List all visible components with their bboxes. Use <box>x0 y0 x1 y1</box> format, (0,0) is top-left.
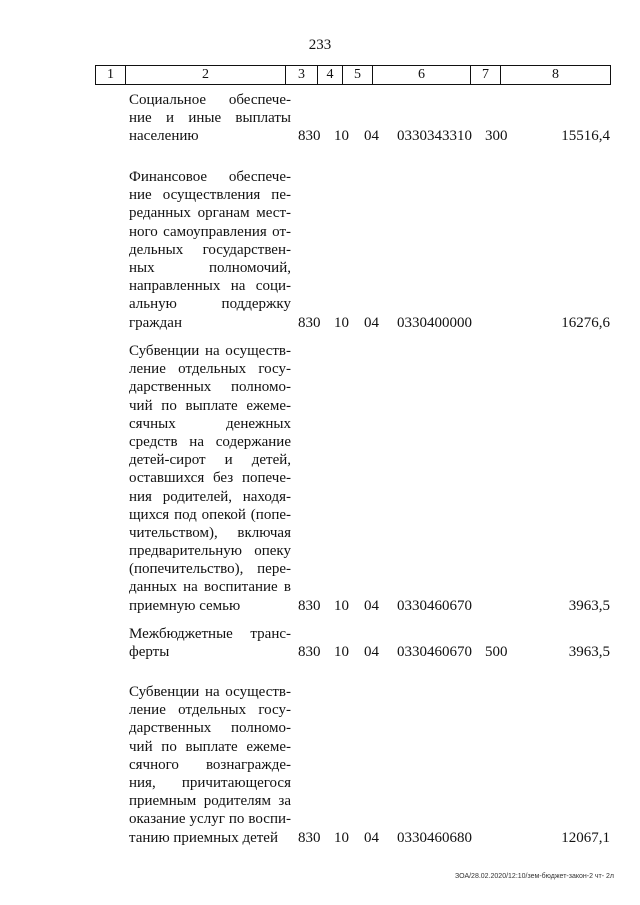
section-code: 10 <box>334 644 349 661</box>
amount: 15516,4 <box>561 128 610 145</box>
description-line: альную поддержку <box>129 296 291 313</box>
description-line: населению <box>129 128 199 145</box>
subsection-code: 04 <box>364 829 379 846</box>
row-description <box>129 342 291 615</box>
description-line: ление отдельных госу- <box>129 702 291 719</box>
description-line: средств на содержание <box>129 433 291 450</box>
target-article-code: 0330343310 <box>397 128 472 145</box>
column-header-2: 2 <box>126 66 286 85</box>
document-footer: ЗОА/28.02.2020/12:10/зем-бюджет-закон-2 чт- 2л <box>455 873 615 880</box>
description-line: граждан <box>129 314 182 331</box>
description-line: Социальное обеспече- <box>129 92 291 108</box>
section-code: 10 <box>334 314 349 331</box>
description-line: ного самоуправления от- <box>129 223 291 240</box>
column-number-header <box>95 65 611 85</box>
column-header-1: 1 <box>96 66 126 85</box>
expense-type-code: 500 <box>485 644 508 661</box>
ministry-code: 830 <box>298 829 321 846</box>
column-header-8: 8 <box>501 66 611 85</box>
target-article-code: 0330460680 <box>397 829 472 846</box>
description-line: дарственных полномо- <box>129 720 291 737</box>
description-line: Субвенции на осуществ- <box>129 684 291 700</box>
column-header-3: 3 <box>286 66 318 85</box>
row-description <box>129 168 291 332</box>
row-description <box>129 683 291 847</box>
amount: 16276,6 <box>561 314 610 331</box>
description-line: чительством), включая <box>129 524 291 541</box>
description-line: ных полномочий, <box>129 259 291 276</box>
description-line: дарственных полномо- <box>129 379 291 396</box>
ministry-code: 830 <box>298 128 321 145</box>
amount: 3963,5 <box>568 597 610 614</box>
subsection-code: 04 <box>364 597 379 614</box>
description-line: Субвенции на осуществ- <box>129 343 291 359</box>
description-line: ние осуществления пе- <box>129 187 291 204</box>
section-code: 10 <box>334 597 349 614</box>
description-line: детей-сирот и детей, <box>129 452 291 469</box>
column-header-4: 4 <box>318 66 343 85</box>
target-article-code: 0330460670 <box>397 597 472 614</box>
description-line: оказание услуг по воспи- <box>129 811 291 828</box>
row-description <box>129 625 291 661</box>
description-line: Финансовое обеспече- <box>129 169 291 185</box>
ministry-code: 830 <box>298 314 321 331</box>
description-line: щихся под опекой (попе- <box>129 506 291 523</box>
description-line: чий по выплате ежеме- <box>129 738 291 755</box>
description-line: чий по выплате ежеме- <box>129 397 291 414</box>
column-header-7: 7 <box>471 66 501 85</box>
expense-type-code: 300 <box>485 128 508 145</box>
description-line: оставшихся без попече- <box>129 470 291 487</box>
description-line: танию приемных детей <box>129 829 278 846</box>
column-header-6: 6 <box>373 66 471 85</box>
description-line: сячных денежных <box>129 415 291 432</box>
subsection-code: 04 <box>364 314 379 331</box>
description-line: дельных государствен- <box>129 241 291 258</box>
row-description <box>129 91 291 146</box>
column-header-5: 5 <box>343 66 373 85</box>
description-line: приемным родителям за <box>129 793 291 810</box>
page-number: 233 <box>308 37 332 53</box>
description-line: сячного вознагражде- <box>129 756 291 773</box>
description-line: (попечительство), пере- <box>129 561 291 578</box>
description-line: ния родителей, находя- <box>129 488 291 505</box>
subsection-code: 04 <box>364 128 379 145</box>
amount: 12067,1 <box>561 829 610 846</box>
description-line: ление отдельных госу- <box>129 361 291 378</box>
description-line: реданных органам мест- <box>129 205 291 222</box>
description-line: приемную семью <box>129 597 241 614</box>
description-line: направленных на соци- <box>129 278 291 295</box>
section-code: 10 <box>334 829 349 846</box>
subsection-code: 04 <box>364 644 379 661</box>
ministry-code: 830 <box>298 597 321 614</box>
target-article-code: 0330460670 <box>397 644 472 661</box>
ministry-code: 830 <box>298 644 321 661</box>
description-line: ферты <box>129 644 170 661</box>
description-line: Межбюджетные транс- <box>129 626 291 642</box>
description-line: данных на воспитание в <box>129 579 291 596</box>
description-line: ния, причитающегося <box>129 774 291 791</box>
target-article-code: 0330400000 <box>397 314 472 331</box>
amount: 3963,5 <box>568 644 610 661</box>
section-code: 10 <box>334 128 349 145</box>
description-line: предварительную опеку <box>129 543 291 560</box>
description-line: ние и иные выплаты <box>129 110 291 127</box>
